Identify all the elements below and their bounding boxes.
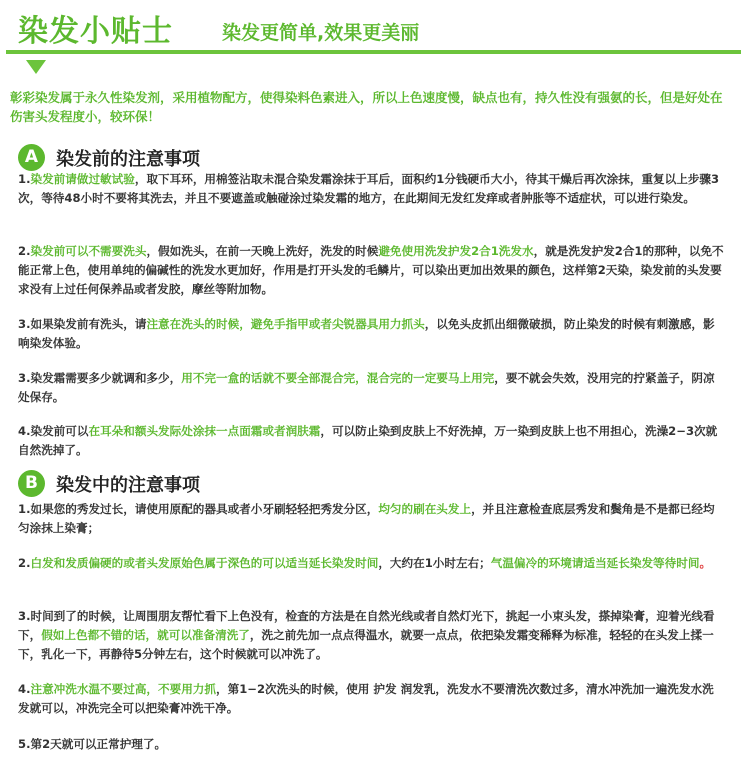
section-a-item-3: 3.如果染发前有洗头，请注意在洗头的时候，避免手指甲或者尖锐器具用力抓头，以免头皮抓出细微破损，防止染发的时候有刺激感，影响染发体验。 — [18, 317, 715, 350]
section-b-item-5: 5.第2天就可以正常护理了。 — [18, 737, 167, 751]
section-a-badge: A — [18, 144, 45, 171]
section-b-title: 染发中的注意事项 — [56, 475, 200, 496]
section-a-item-4: 3.染发霜需要多少就调和多少，用不完一盒的话就不要全部混合完，混合完的一定要马上用完，要不就会失效，没用完的拧紧盖子，阴凉处保存。 — [18, 371, 715, 404]
section-b-item-2: 2.白发和发质偏硬的或者头发原始色属于深色的可以适当延长染发时间，大约在1小时左右；气温偏冷的环境请适当延长染发等待时间。 — [18, 556, 712, 570]
intro-text: 彰彩染发属于永久性染发剂，采用植物配方，使得染料色素进入，所以上色速度慢，缺点也有，持久性没有强氨的长，但是好处在伤害头发程度小，较环保！ — [10, 90, 723, 124]
section-a-item-5: 4.染发前可以在耳朵和额头发际处涂抹一点面霜或者润肤霜，可以防止染到皮肤上不好洗掉，万一染到皮肤上也不用担心，洗澡2−3次就自然洗掉了。 — [18, 424, 718, 457]
header-divider — [6, 50, 741, 54]
section-a-item-2: 2.染发前可以不需要洗头，假如洗头，在前一天晚上洗好，洗发的时候避免使用洗发护发2合1洗发水，就是洗发护发2合1的那种，以免不能正常上色，使用单纯的偏碱性的洗发水更加好，作用是打开头发的毛鳞片，可以染出更加出效果的颜色，这样第2天染，染发前的头发要求没有上过任何保养品或者发胶，摩丝等附加物。 — [18, 244, 724, 296]
section-a-item-1: 1.染发前请做过敏试验，取下耳环，用棉签沾取未混合染发霜涂抹于耳后，面积约1分钱硬币大小，待其干燥后再次涂抹，重复以上步骤3次，等待48小时不要将其洗去，并且不要遮盖或触碰涂过染发霜的地方，在此期间无发红发痒或者肿胀等不适症状，可以进行染发。 — [18, 172, 720, 205]
header — [0, 0, 749, 58]
section-b-badge: B — [18, 470, 45, 497]
page-subtitle: 染发更简单,效果更美丽 — [222, 22, 420, 44]
section-b-item-1: 1.如果您的秀发过长，请使用原配的器具或者小牙刷轻轻把秀发分区，均匀的刷在头发上，并且注意检查底层秀发和鬓角是不是都已经均匀涂抹上染膏； — [18, 502, 715, 535]
down-arrow-icon — [26, 60, 46, 74]
section-a-title: 染发前的注意事项 — [56, 149, 200, 170]
page-title: 染发小贴士 — [18, 14, 173, 49]
section-b-item-3: 3.时间到了的时候，让周围朋友帮忙看下上色没有，检查的方法是在自然光线或者自然灯光下，挑起一小束头发，搽掉染膏，迎着光线看下，假如上色都不错的话，就可以准备清洗了，洗之前先加一点点得温水，就要一点点，依把染发霜变稀释为标准，轻轻的在头发上揉一下，乳化一下，再静待5分钟左右，这个时候就可以冲洗了。 — [18, 609, 715, 661]
section-b-item-4: 4.注意冲洗水温不要过高，不要用力抓，第1−2次洗头的时候，使用 护发 润发乳，洗发水不要清洗次数过多，清水冲洗加一遍洗发水洗发就可以，冲洗完全可以把染膏冲洗干净。 — [18, 682, 714, 715]
